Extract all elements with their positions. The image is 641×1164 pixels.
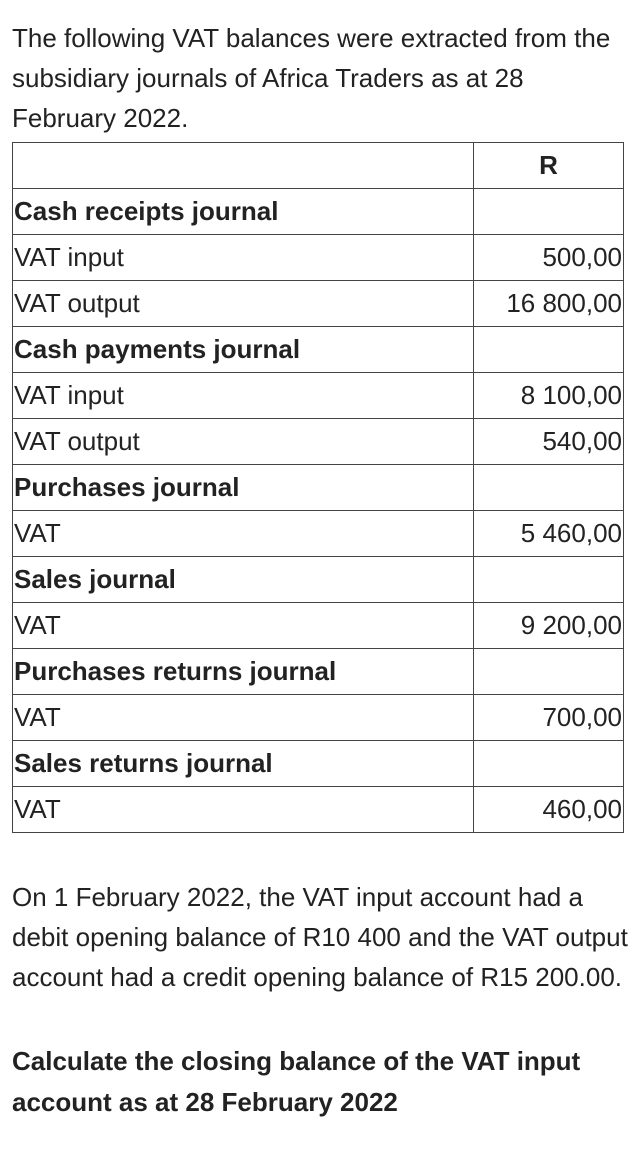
table-row [13,281,624,327]
row-label: Cash receipts journal [13,189,474,235]
row-label: VAT [13,695,474,741]
table-header-row [13,143,624,189]
row-amount [474,557,624,603]
question-text: Calculate the closing balance of the VAT input account as at 28 February 2022 [12,1046,581,1117]
row-label: Sales returns journal [13,741,474,787]
row-amount: 8 100,00 [474,373,624,419]
table-row [13,465,624,511]
row-label: VAT output [13,419,474,465]
opening-balance-paragraph: On 1 February 2022, the VAT input account had a debit opening balance of R10 400 and the VAT output account had a credit opening balance of R15 200.00. [12,882,628,992]
row-amount: 460,00 [474,787,624,833]
row-amount [474,327,624,373]
table-row [13,189,624,235]
row-amount [474,189,624,235]
row-amount: 16 800,00 [474,281,624,327]
row-amount [474,465,624,511]
row-label: VAT input [13,235,474,281]
row-label: VAT [13,511,474,557]
table-row [13,787,624,833]
table-row [13,511,624,557]
table-row [13,603,624,649]
table-row [13,695,624,741]
row-amount [474,649,624,695]
row-amount [474,741,624,787]
row-label: VAT [13,787,474,833]
row-amount: 500,00 [474,235,624,281]
table-row [13,373,624,419]
table-row [13,649,624,695]
row-label: VAT input [13,373,474,419]
row-amount: 540,00 [474,419,624,465]
table-row [13,557,624,603]
table-row [13,235,624,281]
table-row [13,419,624,465]
row-label: Purchases journal [13,465,474,511]
header-amount-cell: R [474,143,624,189]
table-row [13,741,624,787]
row-amount: 5 460,00 [474,511,624,557]
table-row [13,327,624,373]
row-amount: 9 200,00 [474,603,624,649]
row-label: Sales journal [13,557,474,603]
vat-balances-table [12,142,624,833]
row-label: Purchases returns journal [13,649,474,695]
header-label-cell [13,143,474,189]
row-label: VAT output [13,281,474,327]
row-label: VAT [13,603,474,649]
row-amount: 700,00 [474,695,624,741]
row-label: Cash payments journal [13,327,474,373]
table-body [13,189,624,833]
intro-paragraph: The following VAT balances were extracted from the subsidiary journals of Africa Traders as at 28 February 2022. [12,23,611,133]
